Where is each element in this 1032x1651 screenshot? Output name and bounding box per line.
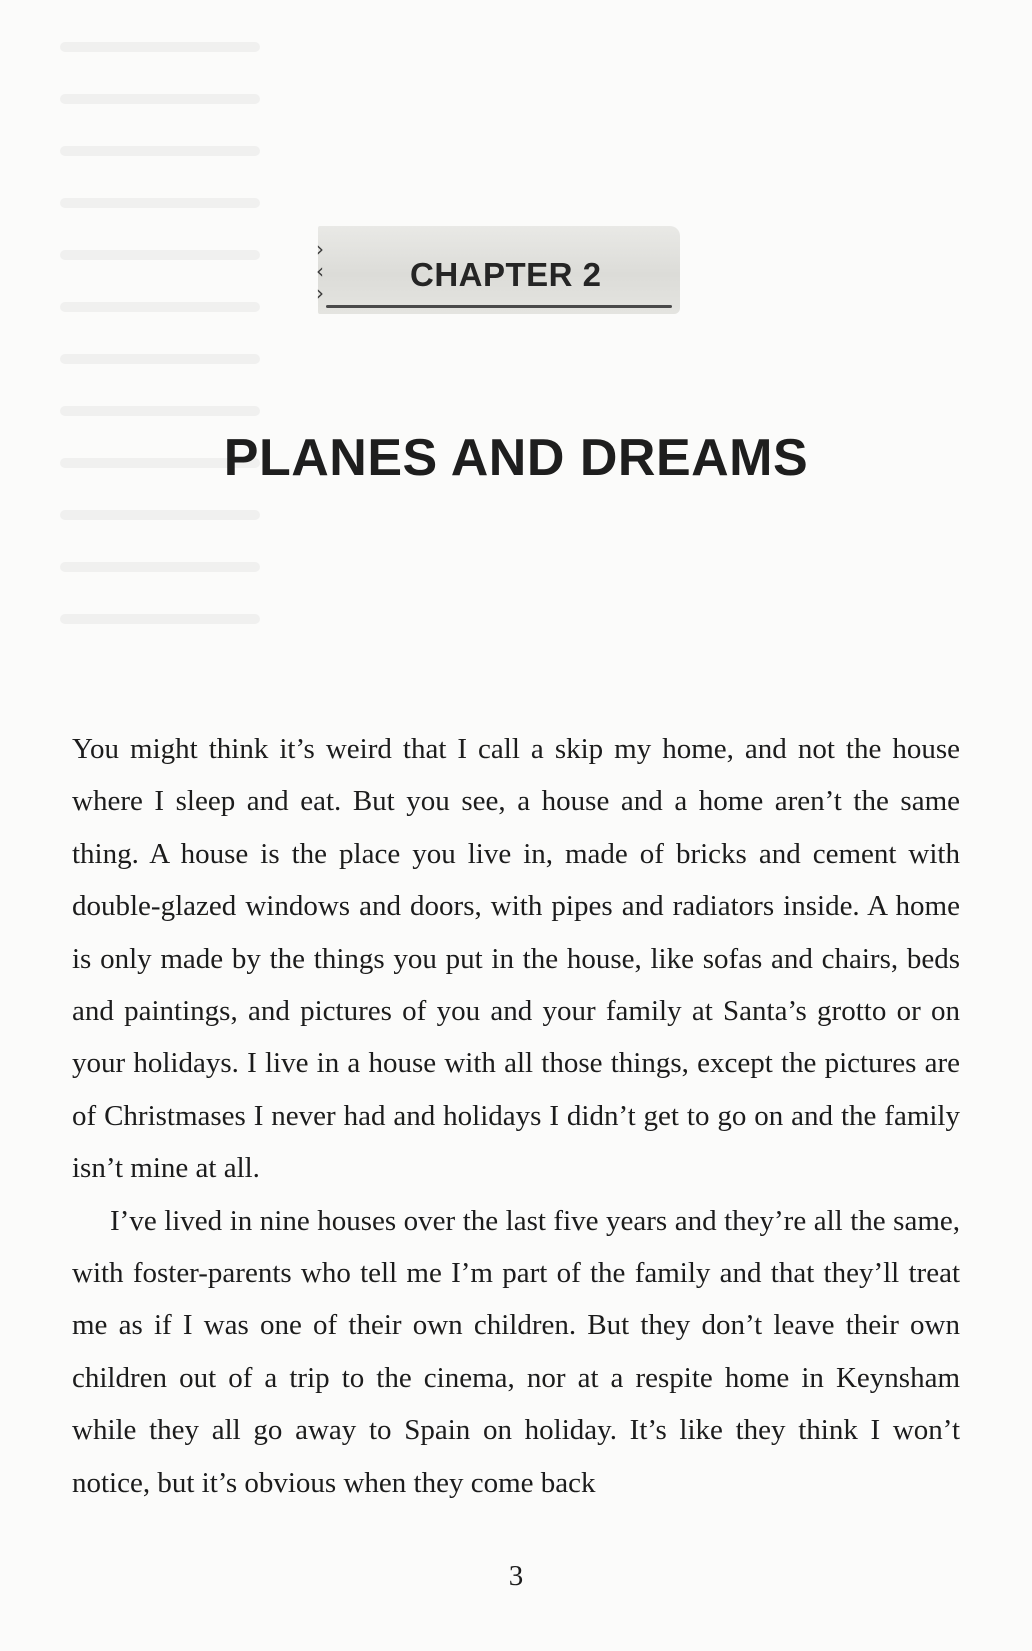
body-text bbox=[72, 723, 960, 1509]
paragraph: I’ve lived in nine houses over the last five years and they’re all the same, with foster-parents who tell me I’m part of the family and that they’ll treat me as if I was one of their own children. But they don’t leave their own children out of a trip to the cinema, nor at a respite home in Keynsham while they all go away to Spain on holiday. It’s like they think I won’t notice, but it’s obvious when they come back bbox=[72, 1204, 960, 1499]
torn-edge-icon: › ‹ › bbox=[316, 237, 324, 305]
page-number: 3 bbox=[508, 1560, 524, 1592]
paragraph: You might think it’s weird that I call a skip my home, and not the house where I sleep and eat. But you see, a house and a home aren’t the same thing. A house is the place you live in, made of bricks and cement with double-glazed windows and doors, with pipes and radiators inside. A home is only made by the things you put in the house, like sofas and chairs, beds and paintings, and pictures of you and your family at Santa’s grotto or on your holidays. I live in a house with all those things, except the pictures are of Christmases I never had and holidays I didn’t get to go on and the family isn’t mine at all. bbox=[72, 733, 960, 1185]
chapter-title: PLANES AND DREAMS bbox=[223, 429, 809, 487]
chapter-label: CHAPTER 2 bbox=[410, 256, 602, 293]
show-through-texture bbox=[60, 0, 260, 700]
